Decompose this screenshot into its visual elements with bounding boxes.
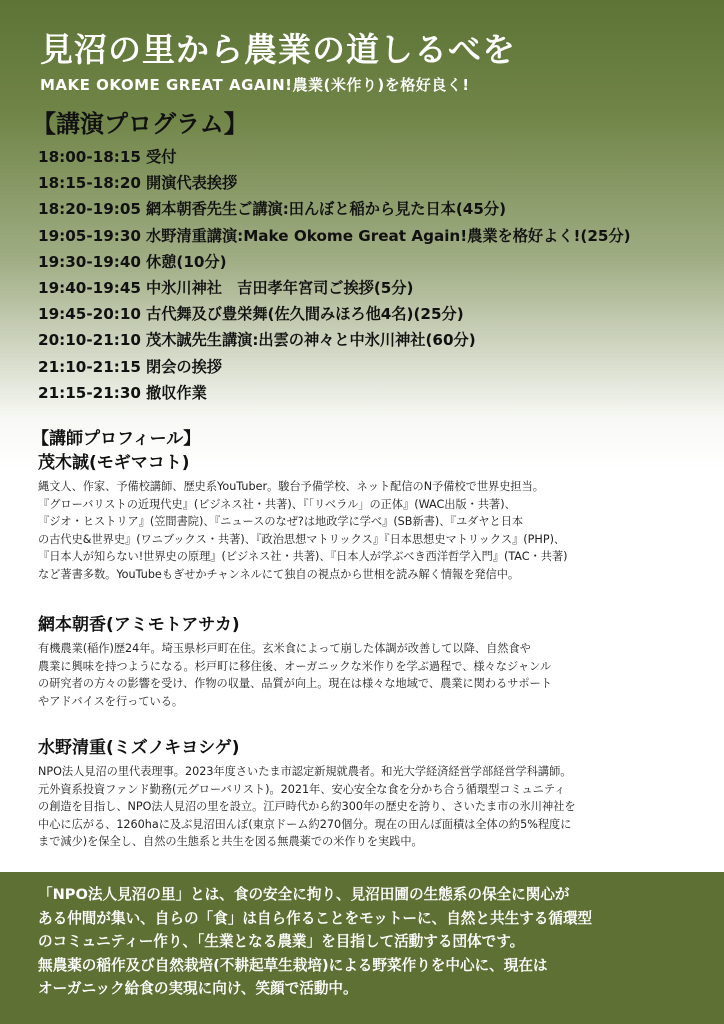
profile-name: 茂木誠(モギマコト)	[38, 453, 190, 473]
page-title: 見沼の里から農業の道しるべを	[40, 30, 516, 69]
program-event: 開演代表挨拶	[146, 174, 238, 193]
program-item	[38, 196, 708, 222]
profile-amimoto	[38, 610, 698, 710]
program-time: 18:00-18:15	[38, 148, 141, 166]
program-item	[38, 249, 708, 275]
profile-mogi	[38, 448, 698, 584]
program-item	[38, 223, 708, 249]
program-time: 19:40-19:45	[38, 278, 141, 297]
profile-name: 網本朝香(アミモトアサカ)	[38, 615, 240, 635]
program-time: 19:30-19:40	[38, 252, 141, 271]
program-event: 茂木誠先生講演:出雲の神々と中氷川神社(60分)	[146, 331, 476, 350]
program-item	[38, 170, 708, 196]
program-item	[38, 301, 708, 327]
program-item	[38, 275, 708, 301]
program-time: 19:45-20:10	[38, 305, 141, 324]
profile-name: 水野清重(ミズノキヨシゲ)	[38, 738, 240, 758]
program-event: 水野清重講演:Make Okome Great Again!農業を格好よく!(25分)	[146, 226, 631, 245]
program-time: 18:20-19:05	[38, 200, 141, 219]
organization-description: 「NPO法人見沼の里」とは、食の安全に拘り、見沼田圃の生態系の保全に関心が ある仲間が集い、自らの「食」は自ら作ることをモットーに、自然と共生する循環型 のコミュニティー作り、「生業となる農業」を目指して活動する団体です。 無農薬の稲作及び自然栽培(不耕起草生栽培)による野菜作りを中心に、現在は オーガニック給食の実現に向け、笑顔で活動中。	[38, 886, 593, 998]
program-time: 20:10-21:10	[38, 331, 141, 350]
profile-bio: NPO法人見沼の里代表理事。2023年度さいたま市認定新規就農者。和光大学経済経営学部経営学科講師。 元外資系投資ファンド勤務(元グローバリスト)。2021年、安心安全な食を分かち合う循環型コミュニティ の創造を目指し、NPO法人見沼の里を設立。江戸時代から約300年の歴史を誇り、さいたま市の氷川神社を 中心に広がる、1260haに及ぶ見沼田んぼ(東京ドーム約270個分。現在の田んぼ面積は全体の約5%程度に まで減少)を保全し、自然の生態系と共生を図る無農薬での米作りを実践中。	[38, 765, 576, 849]
program-event: 古代舞及び豊栄舞(佐久間みほろ他4名)(25分)	[146, 305, 464, 324]
profile-heading: 【講師プロフィール】	[32, 429, 201, 449]
program-heading: 【講演プログラム】	[32, 110, 248, 138]
program-event: 網本朝香先生ご講演:田んぼと稲から見た日本(45分)	[146, 200, 507, 219]
program-item	[38, 144, 708, 170]
profile-mizuno	[38, 733, 698, 851]
program-event: 閉会の挨拶	[146, 357, 222, 376]
program-list	[38, 144, 708, 406]
program-event: 中氷川神社 吉田孝年宮司ご挨拶(5分)	[146, 278, 414, 297]
program-item	[38, 327, 708, 353]
program-time: 21:15-21:30	[38, 383, 141, 402]
program-event: 撤収作業	[146, 383, 207, 402]
program-event: 受付	[146, 148, 177, 166]
organization-footer	[0, 872, 724, 1024]
program-time: 18:15-18:20	[38, 174, 141, 193]
program-event: 休憩(10分)	[146, 252, 227, 271]
program-time: 21:10-21:15	[38, 357, 141, 376]
program-time: 19:05-19:30	[38, 226, 141, 245]
profile-bio: 有機農業(稲作)歴24年。埼玉県杉戸町在住。玄米食によって崩した体調が改善して以降、自然食や 農業に興味を持つようになる。杉戸町に移住後、オーガニックな米作りを学ぶ過程で、様々なジャンル の研究者の方々の影響を受け、作物の収量、品質が向上。現在は様々な地域で、農業に関わるサポート やアドバイスを行っている。	[38, 642, 552, 708]
profile-bio: 縄文人、作家、予備校講師、歴史系YouTuber。駿台予備学校、ネット配信のN予備校で世界史担当。 『グローバリストの近現代史』(ビジネス社・共著)、『「リベラル」の正体』(WAC出版・共著)、 『ジオ・ヒストリア』(笠間書院)、『ニュースのなぜ?は地政学に学べ』(SB新書)、『ユダヤと日本 の古代史&世界史』(ワニブックス・共著)、『政治思想マトリックス』『日本思想史マトリックス』(PHP)、 『日本人が知らない!世界史の原理』(ビジネス社・共著)、『日本人が学ぶべき西洋哲学入門』(TAC・共著) など著書多数。YouTubeもぎせかチャンネルにて独自の視点から世相を読み解く情報を発信中。	[38, 480, 568, 581]
page-subtitle: MAKE OKOME GREAT AGAIN!農業(米作り)を格好良く!	[40, 76, 470, 94]
program-item	[38, 380, 708, 406]
program-item	[38, 354, 708, 380]
